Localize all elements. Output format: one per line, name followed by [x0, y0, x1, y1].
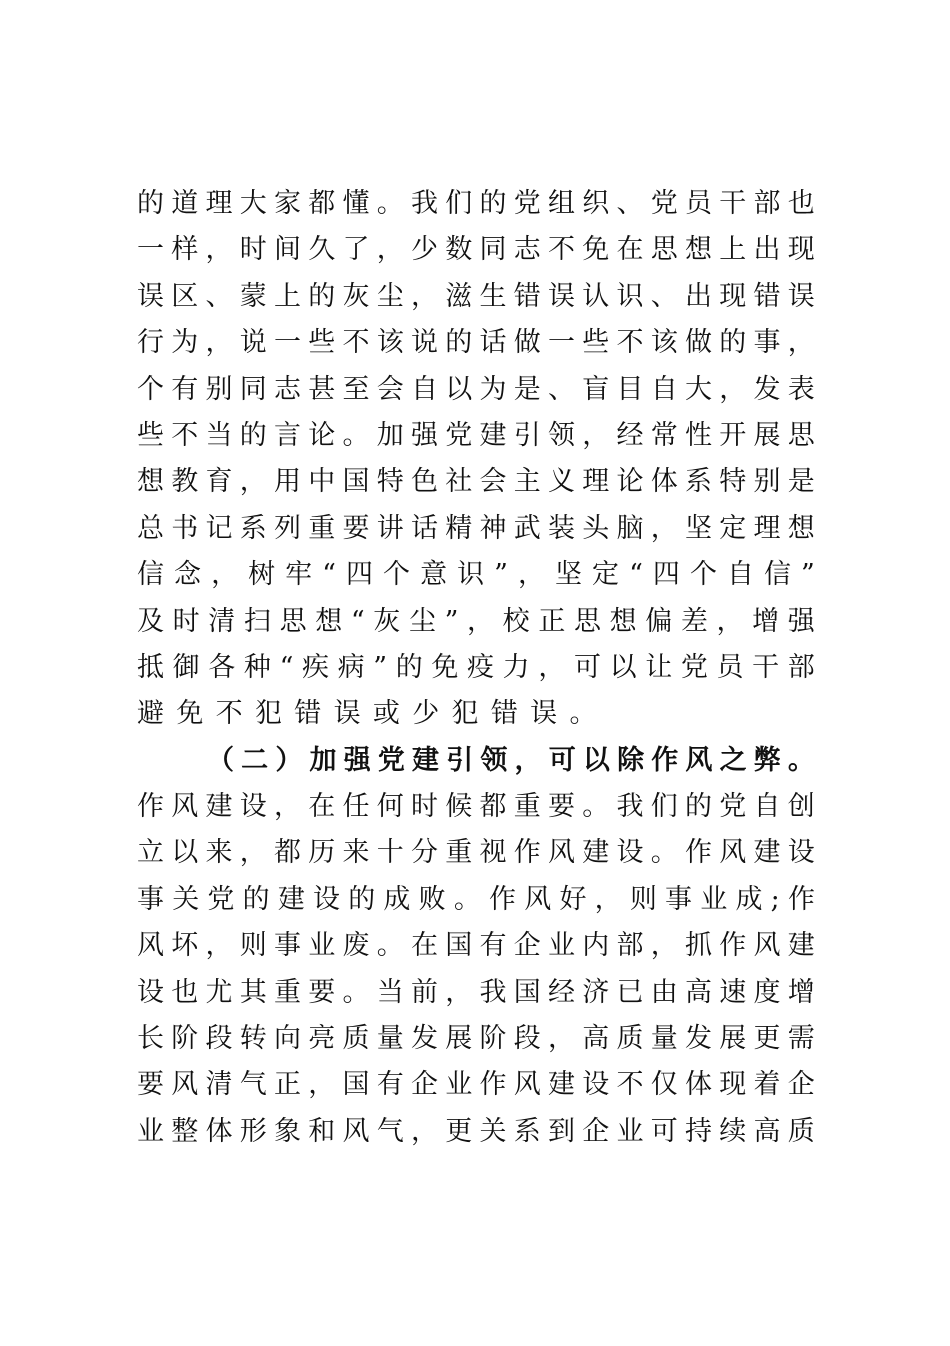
text-line: 的 道 理 大 家 都 懂 。 我 们 的 党 组 织 、 党 员 干 部 也 — [137, 188, 815, 219]
text-line: 事 关 党 的 建 设 的 成 败 。 作 风 好 ， 则 事 业 成 ; 作 — [137, 883, 815, 915]
text-line: 些 不 当 的 言 论 。 加 强 党 建 引 领 ， 经 常 性 开 展 思 — [137, 419, 815, 451]
text-line: 要 风 清 气 正 ， 国 有 企 业 作 风 建 设 不 仅 体 现 着 企 — [137, 1069, 815, 1101]
text-line: 立 以 来 ， 都 历 来 十 分 重 视 作 风 建 设 。 作 风 建 设 — [137, 837, 815, 869]
text-line: 业 整 体 形 象 和 风 气 ， 更 关 系 到 企 业 可 持 续 高 质 — [137, 1115, 815, 1147]
text-line: 个 有 别 同 志 甚 至 会 自 以 为 是 、 盲 目 自 大 ， 发 表 — [137, 373, 815, 405]
text-line: 误 区 、 蒙 上 的 灰 尘 ， 滋 生 错 误 认 识 、 出 现 错 误 — [137, 280, 815, 312]
text-line: 想 教 育 ， 用 中 国 特 色 社 会 主 义 理 论 体 系 特 别 是 — [137, 466, 815, 498]
text-line: 一 样 ， 时 间 久 了 ， 少 数 同 志 不 免 在 思 想 上 出 现 — [137, 234, 815, 266]
body-text — [137, 181, 815, 1155]
text-line: 总 书 记 系 列 重 要 讲 话 精 神 武 装 头 脑 ， 坚 定 理 想 — [137, 512, 815, 544]
text-line: 及 时 清 扫 思 想 “ 灰 尘 ” ， 校 正 思 想 偏 差 ， 增 强 — [137, 605, 815, 637]
section-heading: （ 二 ） 加 强 党 建 引 领 ， 可 以 除 作 风 之 弊 。 — [207, 744, 815, 776]
text-line: 设 也 尤 其 重 要 。 当 前 ， 我 国 经 济 已 由 高 速 度 增 — [137, 976, 815, 1008]
text-line: 抵 御 各 种 “ 疾 病 ” 的 免 疫 力 ， 可 以 让 党 员 干 部 — [137, 651, 815, 683]
text-line: 行 为 ， 说 一 些 不 该 说 的 话 做 一 些 不 该 做 的 事 ， — [137, 327, 815, 359]
text-line: 风 坏 ， 则 事 业 废 。 在 国 有 企 业 内 部 ， 抓 作 风 建 — [137, 930, 815, 962]
text-line: 长 阶 段 转 向 亮 质 量 发 展 阶 段 ， 高 质 量 发 展 更 需 — [137, 1023, 815, 1055]
paragraph-end-line: 避 免 不 犯 错 误 或 少 犯 错 误 。 — [137, 698, 609, 730]
text-line: 作 风 建 设 ， 在 任 何 时 候 都 重 要 。 我 们 的 党 自 创 — [137, 791, 815, 823]
text-line: 信 念 ， 树 牢 “ 四 个 意 识 ” ， 坚 定 “ 四 个 自 信 ” — [137, 559, 815, 591]
